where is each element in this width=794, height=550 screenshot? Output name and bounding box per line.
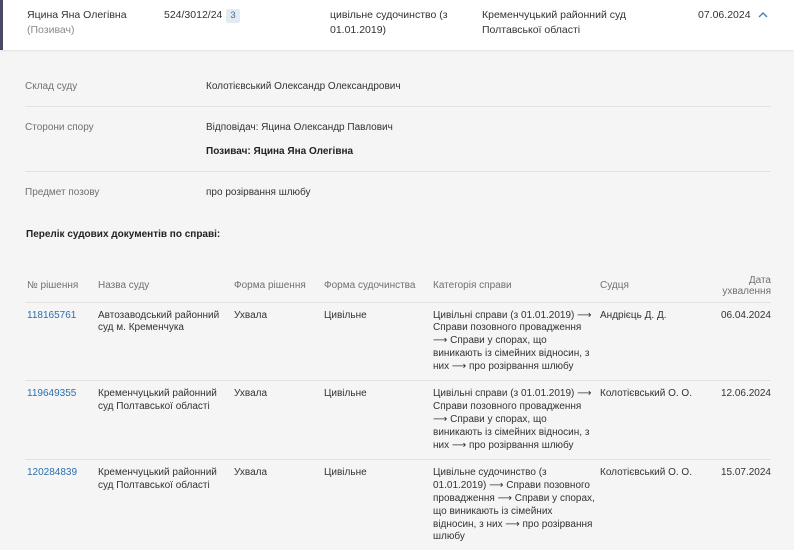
documents-title: Перелік судових документів по справі: <box>26 229 221 240</box>
table-row <box>25 302 771 381</box>
chevron-up-icon[interactable] <box>757 10 769 20</box>
row-date: 06.04.2024 <box>698 302 771 381</box>
row-court: Кременчуцький районний суд Полтавської області <box>96 460 232 550</box>
court-name: Кременчуцький районний суд Полтавської області <box>482 9 627 36</box>
court-composition-label: Склад суду <box>25 81 78 92</box>
court-composition-row <box>25 66 771 107</box>
documents-table <box>25 270 771 550</box>
col-category: Категорія справи <box>431 270 598 302</box>
case-summary-row[interactable] <box>0 0 794 50</box>
party-cell <box>27 8 127 38</box>
row-category: Цивільне судочинство (з 01.01.2019) ⟶ Справи позовного провадження ⟶ Справи у спорах, що виникають із сімейних відносин, з них ⟶ про розірвання шлюбу <box>431 460 598 550</box>
col-court: Назва суду <box>96 270 232 302</box>
col-date: Дата ухвалення <box>698 270 771 302</box>
parties-row <box>25 107 771 172</box>
row-category: Цивільні справи (з 01.01.2019) ⟶ Справи позовного провадження ⟶ Справи у спорах, що виникають із сімейних відносин, з них ⟶ про розірвання шлюбу <box>431 381 598 460</box>
row-proceeding-form: Цивільне <box>322 381 431 460</box>
claim-subject-label: Предмет позову <box>25 187 100 198</box>
plaintiff-value: Позивач: Яцина Яна Олегівна <box>206 146 354 157</box>
parties-label: Сторони спору <box>25 122 94 133</box>
row-date: 12.06.2024 <box>698 381 771 460</box>
decision-link[interactable]: 119649355 <box>27 388 77 400</box>
row-proceeding-form: Цивільне <box>322 302 431 381</box>
row-decision-form: Ухвала <box>232 381 322 460</box>
col-number: № рішення <box>25 270 96 302</box>
row-date: 15.07.2024 <box>698 460 771 550</box>
col-judge: Судця <box>598 270 698 302</box>
proceeding-type: цивільне судочинство (з 01.01.2019) <box>330 9 448 36</box>
row-judge: Андрієць Д. Д. <box>598 302 698 381</box>
claim-subject-row <box>25 172 771 212</box>
table-header-row <box>25 270 771 302</box>
col-proceeding-form: Форма судочинства <box>322 270 431 302</box>
row-decision-form: Ухвала <box>232 302 322 381</box>
party-name: Яцина Яна Олегівна <box>27 9 127 21</box>
row-decision-form: Ухвала <box>232 460 322 550</box>
row-category: Цивільні справи (з 01.01.2019) ⟶ Справи позовного провадження ⟶ Справи у спорах, що виникають із сімейних відносин, з них ⟶ про розірвання шлюбу <box>431 302 598 381</box>
col-decision-form: Форма рішення <box>232 270 322 302</box>
row-judge: Колотієвський О. О. <box>598 460 698 550</box>
decision-link[interactable]: 120284839 <box>27 467 78 479</box>
row-court: Автозаводський районний суд м. Кременчука <box>96 302 232 381</box>
row-judge: Колотієвський О. О. <box>598 381 698 460</box>
case-date: 07.06.2024 <box>698 9 751 21</box>
defendant-value: Відповідач: Яцина Олександр Павлович <box>206 122 393 133</box>
court-composition-value: Колотієвський Олександр Олександрович <box>206 81 401 92</box>
case-number-cell <box>164 8 240 23</box>
table-row <box>25 381 771 460</box>
claim-subject-value: про розірвання шлюбу <box>206 187 311 198</box>
row-court: Кременчуцький районний суд Полтавської області <box>96 381 232 460</box>
case-number: 524/3012/24 <box>164 9 223 21</box>
table-row <box>25 460 771 550</box>
party-role: (Позивач) <box>27 24 75 36</box>
decision-link[interactable]: 118165761 <box>27 309 77 321</box>
row-proceeding-form: Цивільне <box>322 460 431 550</box>
docs-count-badge: 3 <box>226 9 239 23</box>
